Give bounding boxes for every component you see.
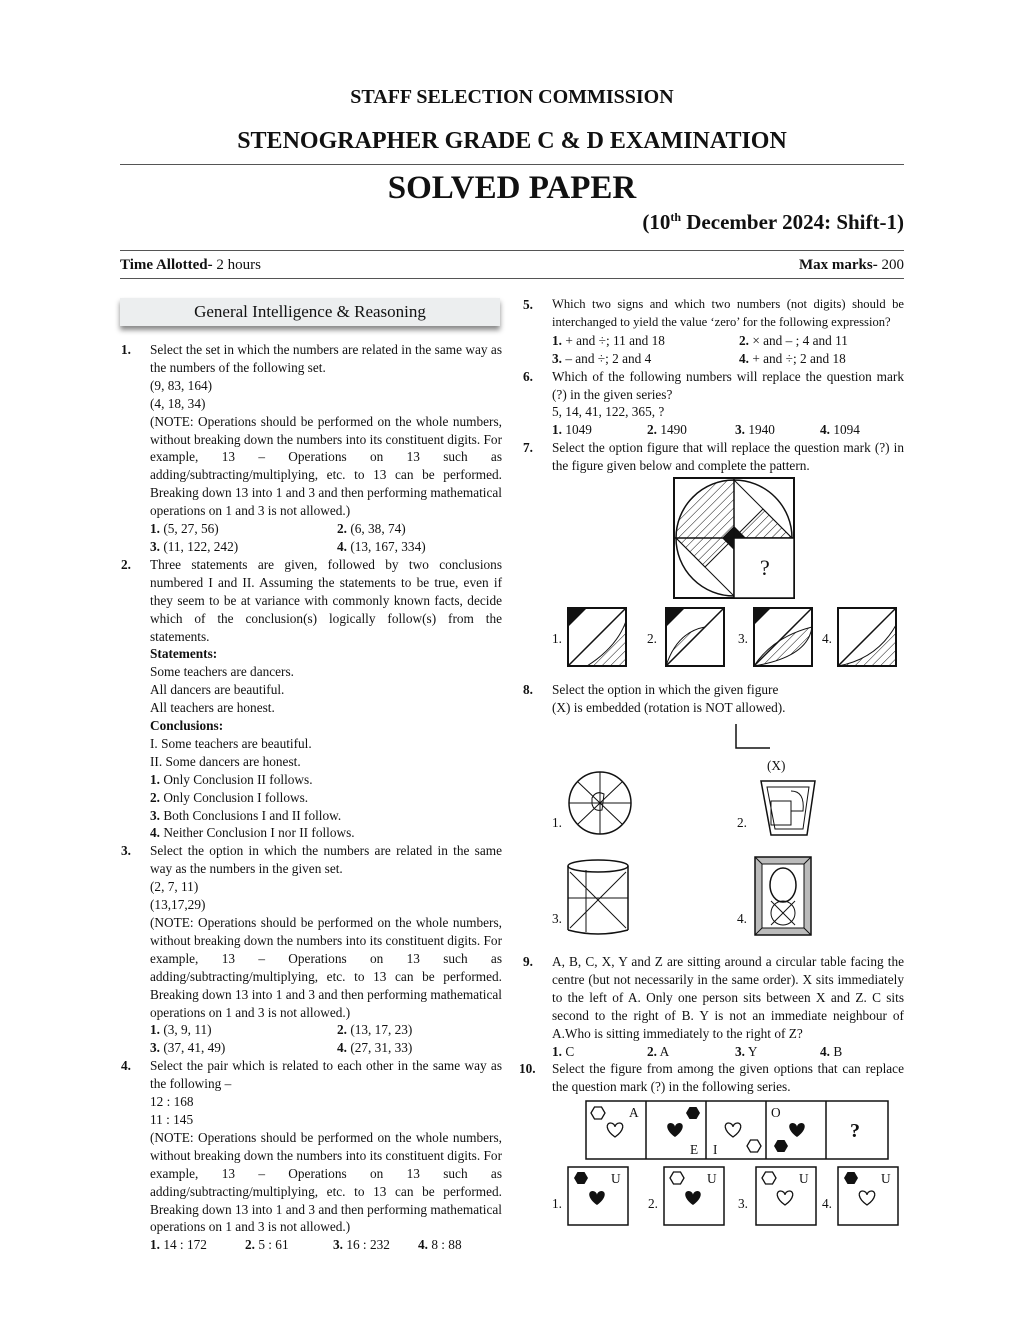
- option-label: 4.: [822, 631, 832, 646]
- given-pair: 11 : 145: [150, 1111, 194, 1127]
- question-number: 6.: [523, 368, 533, 384]
- options: [150, 1236, 502, 1254]
- question-2: [121, 556, 502, 843]
- series-letter: O: [771, 1105, 781, 1120]
- series-letter: I: [713, 1142, 718, 1157]
- option[interactable]: 3. 1940: [735, 422, 775, 438]
- option-label: 1.: [552, 631, 562, 646]
- commission-title: STAFF SELECTION COMMISSION: [350, 86, 674, 108]
- question-text: Select the option in which the numbers are related in the same way as the numbers in the given set.: [150, 843, 502, 877]
- info-divider-bottom: [120, 278, 904, 279]
- series-letter: E: [690, 1142, 699, 1157]
- option[interactable]: 2. 5 : 61: [245, 1237, 289, 1253]
- option[interactable]: 1. 14 : 172: [150, 1237, 207, 1253]
- option-label: 3.: [738, 1196, 748, 1211]
- option[interactable]: 1. C: [552, 1043, 575, 1059]
- option[interactable]: 4. Neither Conclusion I nor II follows.: [150, 825, 355, 841]
- question-8: [523, 681, 904, 717]
- q7-option-2[interactable]: [665, 607, 725, 667]
- question-number: 5.: [523, 297, 533, 312]
- question-text: A, B, C, X, Y and Z are sitting around a circular table facing the centre (but not necessarily in the same order). X sits immediately to the left of A. Only one person sits between X and Z. C sits second to the right of B. Y is not an immediate neighbour of A.Who is sitting immediately to the right of Z?: [552, 954, 904, 1041]
- option[interactable]: 3. Y: [735, 1043, 758, 1059]
- question-3: [121, 842, 502, 1057]
- statement: All teachers are honest.: [150, 700, 275, 716]
- option[interactable]: 4. (27, 31, 33): [337, 1040, 413, 1056]
- q7-option-4[interactable]: [837, 607, 897, 667]
- question-number: 4.: [121, 1058, 131, 1074]
- statement: All dancers are beautiful.: [150, 682, 285, 698]
- question-7: [523, 439, 904, 475]
- right-column-bottom: [519, 953, 904, 1096]
- question-number: 2.: [121, 556, 131, 572]
- option[interactable]: 1. + and ÷; 11 and 18: [552, 332, 665, 348]
- question-number: 10.: [519, 1061, 536, 1077]
- q8-option-2[interactable]: [757, 777, 819, 839]
- conclusions-label: Conclusions:: [150, 718, 224, 734]
- option-label: 4.: [822, 1196, 832, 1211]
- option-label: 1.: [552, 815, 562, 830]
- option[interactable]: 2. × and – ; 4 and 11: [739, 332, 848, 348]
- option-label: 2.: [737, 815, 747, 830]
- option[interactable]: 1. Only Conclusion II follows.: [150, 771, 313, 787]
- statements-label: Statements:: [150, 646, 218, 662]
- left-column: [121, 341, 502, 1254]
- option[interactable]: 1. 1049: [552, 422, 592, 438]
- option-label: 4.: [737, 911, 747, 926]
- option[interactable]: 2. (6, 38, 74): [337, 521, 406, 537]
- option[interactable]: 1. (5, 27, 56): [150, 521, 219, 537]
- options: [150, 1021, 502, 1057]
- q8-option-3[interactable]: [566, 858, 630, 938]
- info-divider-top: [120, 250, 904, 251]
- option[interactable]: 1. (3, 9, 11): [150, 1022, 212, 1038]
- statement: Some teachers are dancers.: [150, 664, 294, 680]
- given-set: (2, 7, 11): [150, 879, 199, 895]
- option[interactable]: 4. (13, 167, 334): [337, 538, 426, 554]
- option[interactable]: 3. (11, 122, 242): [150, 538, 239, 554]
- options: [552, 421, 904, 439]
- q8-figure-x: [730, 722, 772, 752]
- option[interactable]: 2. (13, 17, 23): [337, 1022, 413, 1038]
- question-text: Three statements are given, followed by two conclusions numbered I and II. Assuming the statements to be true, even if they seem to be at variance with commonly known facts, decide which of the conclusion(s) logically follow(s) from the statements.: [150, 556, 502, 644]
- exam-info-bar: [120, 257, 904, 274]
- option-letter: U: [799, 1171, 809, 1186]
- option[interactable]: 4. B: [820, 1043, 843, 1059]
- question-number: 1.: [121, 342, 131, 357]
- q7-pattern-figure: [672, 476, 796, 600]
- option-label: 2.: [648, 1196, 658, 1211]
- conclusion: II. Some dancers are honest.: [150, 753, 301, 769]
- q10-question-mark: ?: [850, 1120, 860, 1142]
- paper-title: SOLVED PAPER: [387, 170, 637, 206]
- option-letter: U: [881, 1171, 891, 1186]
- q7-question-mark: ?: [760, 555, 770, 580]
- max-marks: Max marks- 200: [799, 257, 904, 273]
- question-note: (NOTE: Operations should be performed on the whole numbers, without breaking down the numbers into its constituent digits. For example, 13 – Operations on 13 such as adding/subtracting/multiplying, etc. to 13 can be performed. Breaking down 13 into 1 and 3 and then performing mathematical operations on 1 and 3 is not allowed.): [150, 915, 502, 1020]
- option-label: 2.: [647, 631, 657, 646]
- option[interactable]: 3. – and ÷; 2 and 4: [552, 350, 652, 366]
- option-letter: U: [611, 1171, 621, 1186]
- question-text: Which two signs and which two numbers (not digits) should be interchanged to yield the value ‘zero’ for the following expression?: [552, 297, 904, 329]
- options: [552, 332, 904, 368]
- time-allotted: Time Allotted- 2 hours: [120, 257, 261, 273]
- question-number: 8.: [523, 682, 533, 697]
- question-text: Select the option figure that will replace the question mark (?) in the figure given below and complete the pattern.: [552, 440, 904, 474]
- right-column-top: [523, 296, 904, 475]
- option[interactable]: 2. Only Conclusion I follows.: [150, 789, 309, 805]
- header-divider: [120, 164, 904, 165]
- option[interactable]: 4. 1094: [820, 422, 860, 438]
- question-1: [121, 341, 502, 556]
- option[interactable]: 4. 8 : 88: [418, 1237, 462, 1253]
- question-4: [121, 1057, 502, 1254]
- question-10: [519, 1060, 904, 1096]
- option[interactable]: 2. 1490: [647, 422, 687, 438]
- figure-x-label: (X): [767, 758, 786, 773]
- exam-title: STENOGRAPHER GRADE C & D EXAMINATION: [237, 128, 787, 154]
- series-letter: A: [629, 1105, 639, 1120]
- given-set: (9, 83, 164): [150, 377, 213, 393]
- question-number: 7.: [523, 440, 533, 456]
- shift-date: (10th December 2024: Shift-1): [642, 210, 904, 234]
- question-text: Select the pair which is related to each other in the same way as the following –: [150, 1058, 502, 1092]
- given-pair: 12 : 168: [150, 1094, 194, 1110]
- question-5: [523, 296, 904, 368]
- given-set: (4, 18, 34): [150, 395, 206, 411]
- section-heading: General Intelligence & Reasoning: [120, 298, 500, 326]
- question-number: 3.: [121, 843, 131, 859]
- question-note: (NOTE: Operations should be performed on the whole numbers, without breaking down the numbers into its constituent digits. For example, 13 – Operations on 13 such as adding/subtracting/multiplying, etc. to 13 can be performed. Breaking down 13 into 1 and 3 and then performing mathematical operations on 1 and 3 is not allowed.): [150, 1129, 502, 1235]
- option[interactable]: 3. 16 : 232: [333, 1237, 390, 1253]
- q8-option-4[interactable]: [753, 855, 813, 937]
- q8-option-1[interactable]: [566, 770, 636, 836]
- option-letter: U: [707, 1171, 717, 1186]
- option-label: 1.: [552, 1196, 562, 1211]
- question-text: Select the figure from among the given options that can replace the question mark (?) in the following series.: [552, 1061, 904, 1095]
- number-series: 5, 14, 41, 122, 365, ?: [552, 404, 665, 420]
- q7-option-1[interactable]: [567, 607, 627, 667]
- question-number: 9.: [523, 954, 533, 969]
- option[interactable]: 2. A: [647, 1043, 670, 1059]
- options: [552, 1043, 904, 1061]
- option-label: 3.: [738, 631, 748, 646]
- option-label: 3.: [552, 911, 562, 926]
- question-text: Which of the following numbers will replace the question mark (?) in the given series?: [552, 368, 904, 402]
- question-text: Select the set in which the numbers are related in the same way as the numbers of the following set.: [150, 342, 502, 375]
- question-note: (NOTE: Operations should be performed on the whole numbers, without breaking down the numbers into its constituent digits. For example, 13 – Operations on 13 such as adding/subtracting/multiplying, etc. to 13 can be performed. Breaking down 13 into 1 and 3 and then performing mathematical operations on 1 and 3 is not allowed.): [150, 413, 502, 519]
- options: [150, 520, 502, 556]
- given-set: (13,17,29): [150, 897, 206, 913]
- option[interactable]: 3. Both Conclusions I and II follow.: [150, 807, 342, 823]
- option[interactable]: 4. + and ÷; 2 and 18: [739, 350, 846, 366]
- question-text: Select the option in which the given figure (X) is embedded (rotation is NOT allowed).: [552, 682, 786, 715]
- conclusion: I. Some teachers are beautiful.: [150, 735, 312, 751]
- question-9: [523, 953, 904, 1060]
- option[interactable]: 3. (37, 41, 49): [150, 1040, 226, 1056]
- q7-option-3[interactable]: [753, 607, 813, 667]
- question-6: [523, 368, 904, 440]
